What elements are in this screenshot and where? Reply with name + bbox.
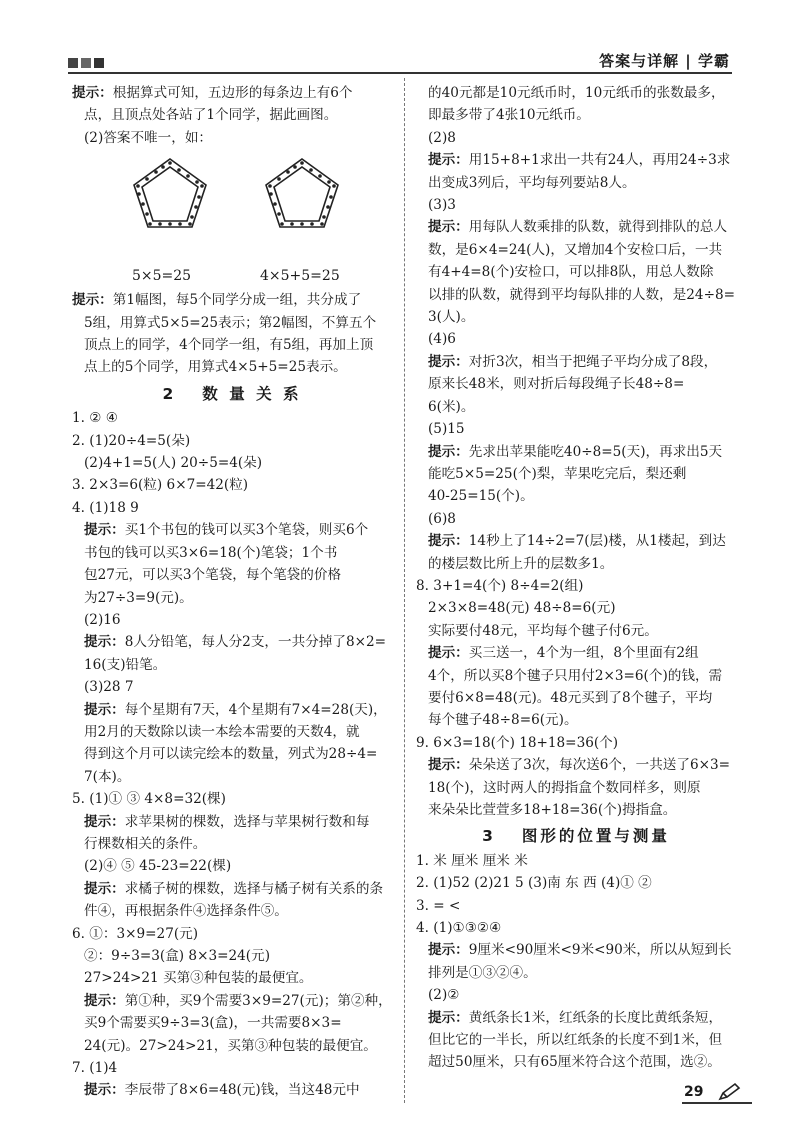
hint-label: 提示： (84, 880, 125, 897)
text-line (72, 631, 392, 653)
hint-text: 8人分铅笔，每人分2支，一共分掉了8×2= (124, 634, 387, 651)
left-post-lines (72, 289, 392, 379)
text-line (416, 351, 736, 373)
text-line: 2. (1)20÷4=5(朵) (72, 432, 191, 449)
text-line (72, 82, 392, 104)
text-line: 2×3×8=48(元) 48÷8=6(元) (428, 600, 616, 617)
text-line: 为27÷3=9(元)。 (84, 589, 193, 606)
hint-text: 买1个书包的钱可以买3个笔袋，则买6个 (124, 522, 369, 539)
text-line (416, 216, 736, 238)
header-rule (68, 72, 732, 74)
hint-label: 提示： (428, 1009, 469, 1026)
hint-label: 提示： (428, 533, 469, 550)
hint-label: 提示： (428, 443, 469, 460)
hint-text: 9厘米<90厘米<9米<90米，所以从短到长 (468, 942, 732, 959)
text-line: 来朵朵比萱萱多18+18=36(个)拇指盒。 (428, 802, 677, 818)
hint-label: 提示： (428, 353, 469, 370)
text-line: 用2月的天数除以读一本绘本需要的天数4，就 (84, 723, 360, 740)
hint-text: 用每队人数乘排的队数，就得到排队的总人 (468, 219, 728, 236)
hint-text: 第1幅图，每5个同学分成一组，共分成了 (112, 292, 362, 309)
text-line: (5)15 (428, 421, 465, 438)
hint-text: 朵朵送了3次，每次送6个，一共送了6×3= (468, 757, 731, 774)
text-line: 40-25=15(个)。 (428, 488, 534, 505)
text-line: 能吃5×5=25(个)梨，苹果吃完后，梨还剩 (428, 465, 687, 482)
left-column (72, 82, 392, 1102)
text-line: 出变成3列后，平均每列要站8人。 (428, 174, 636, 191)
text-line: 5组，用算式5×5=25表示；第2幅图，不算五个 (84, 314, 377, 331)
text-line: 8. 3+1=4(个) 8÷4=2(组) (416, 577, 584, 594)
text-line (416, 754, 736, 776)
header-squares (68, 58, 104, 68)
text-line: ②：9÷3=3(盒) 8×3=24(元) (84, 948, 271, 964)
text-line (72, 878, 392, 900)
text-line (72, 811, 392, 833)
hint-text: 对折3次，相当于把绳子平均分成了8段， (468, 353, 718, 370)
text-line (72, 519, 392, 541)
text-line: 6(米)。 (428, 398, 475, 415)
text-line (72, 990, 392, 1012)
text-line: 顶点上的同学，4个同学一组，有5组，再加上顶 (84, 337, 374, 354)
text-line (416, 1007, 736, 1029)
text-line: 有4+4=8(个)安检口，可以排8队，用总人数除 (428, 264, 714, 281)
text-line: 16(支)铅笔。 (84, 656, 167, 673)
text-line: 9. 6×3=18(个) 18+18=36(个) (416, 734, 619, 751)
section-number: 3 (482, 827, 496, 846)
hint-label: 提示： (428, 645, 469, 662)
hint-text: 先求出苹果能吃40÷8=5(天)，再求出5天 (468, 443, 723, 460)
text-line: 书包的钱可以买3×6=18(个)笔袋；1个书 (84, 544, 338, 561)
text-line: 5. (1)① ③ 4×8=32(棵) (72, 791, 226, 808)
hint-label: 提示： (428, 757, 469, 774)
right-lines-1 (416, 82, 736, 821)
text-line (416, 530, 736, 552)
pentagon-figures (72, 149, 392, 289)
text-line: 4. (1)①③②④ (416, 920, 502, 937)
text-line (416, 441, 736, 463)
section-title: 数 量 关 系 (202, 384, 302, 403)
hint-text: 第①种，买9个需要3×9=27(元)；第②种， (124, 992, 392, 1009)
hint-text: 根据算式可知，五边形的每条边上有6个 (112, 85, 353, 101)
hint-text: 求苹果树的棵数，选择与苹果树行数和每 (124, 813, 370, 830)
text-line: (6)8 (428, 510, 456, 527)
text-line: (3)28 7 (84, 679, 134, 696)
text-line: 6. ①：3×9=27(元) (72, 925, 199, 942)
pentagon-right-outline (266, 159, 338, 227)
hint-text: 李辰带了8×6=48(元)钱，当这48元中 (124, 1082, 360, 1099)
text-line: 1. 米 厘米 厘米 米 (416, 852, 528, 869)
column-divider (404, 78, 405, 1103)
text-line (72, 699, 392, 721)
text-line: 1. ② ④ (72, 410, 118, 427)
header-title: 答案与详解 | 学霸 (599, 52, 730, 70)
hint-label: 提示： (84, 634, 125, 651)
text-line: 买9个需要买9÷3=3(盒)，一共需要8×3= (84, 1015, 342, 1032)
text-line: 24(元)。27>24>21，买第③种包装的最便宜。 (84, 1037, 377, 1054)
hint-text: 每个星期有7天，4个星期有7×4=28(天)， (124, 701, 387, 718)
text-line: 3. = < (416, 897, 461, 914)
text-line: (2)4+1=5(人) 20÷5=4(朵) (84, 455, 263, 472)
pentagon-right-inner (274, 167, 330, 221)
text-line: 数，是6×4=24(人)，又增加4个安检口后，一共 (428, 241, 723, 258)
text-line: 实际要付48元，平均每个毽子付6元。 (428, 622, 658, 639)
text-line: (2)答案不唯一，如： (84, 129, 213, 146)
pentagon-left-outline (134, 159, 206, 227)
text-line: 每个毽子48÷8=6(元)。 (428, 712, 578, 729)
text-line: 点，且顶点处各站了1个同学，据此画图。 (84, 107, 338, 124)
figure-caption-2: 4×5+5=25 (260, 268, 340, 285)
hint-label: 提示： (72, 85, 113, 101)
hint-text: 黄纸条长1米，红纸条的长度比黄纸条短， (468, 1009, 723, 1026)
text-line: 包27元，可以买3个笔袋，每个笔袋的价格 (84, 567, 342, 584)
left-pre-lines (72, 82, 392, 149)
text-line (416, 149, 736, 171)
pencil-icon (716, 1082, 742, 1102)
text-line: 排列是①③②④。 (428, 964, 537, 981)
right-column (416, 82, 736, 1074)
text-line: 4个，所以买8个毽子只用付2×3=6(个)的钱，需 (428, 667, 723, 684)
text-line: (2)② (428, 987, 460, 1004)
left-main-lines (72, 407, 392, 1102)
right-lines-2 (416, 850, 736, 1074)
text-line: 2. (1)52 (2)21 5 (3)南 东 西 (4)① ② (416, 875, 652, 892)
text-line: 原来长48米，则对折后每段绳子长48÷8= (428, 376, 685, 393)
pentagon-diagrams (120, 151, 360, 263)
text-line: 要付6×8=48(元)。48元买到了8个毽子，平均 (428, 689, 713, 706)
text-line: (2)16 (84, 611, 121, 628)
text-line: 3(人)。 (428, 309, 475, 326)
section-heading-2 (72, 383, 392, 405)
text-line (416, 939, 736, 961)
text-line: 的楼层数比所上升的层数多1。 (428, 555, 614, 572)
text-line: 的40元都是10元纸币时，10元纸币的张数最多， (428, 85, 725, 101)
text-line: 以排的队数，就得到平均每队排的人数，是24÷8= (428, 286, 736, 303)
text-line: (2)④ ⑤ 45-23=22(棵) (84, 858, 232, 875)
section-heading-3 (416, 825, 736, 847)
text-line: 行棵数相关的条件。 (84, 835, 207, 852)
pentagon-left-inner (142, 167, 198, 221)
text-line: (2)8 (428, 129, 456, 146)
hint-label: 提示： (84, 522, 125, 539)
hint-label: 提示： (428, 219, 469, 236)
text-line (72, 1079, 392, 1101)
text-line: (3)3 (428, 197, 456, 214)
hint-text: 买三送一，4个为一组，8个里面有2组 (468, 645, 699, 662)
text-line: (4)6 (428, 331, 456, 348)
hint-label: 提示： (84, 992, 125, 1009)
text-line: 3. 2×3=6(粒) 6×7=42(粒) (72, 477, 249, 494)
text-line (72, 289, 392, 311)
text-line: 27>24>21 买第③种包装的最便宜。 (84, 970, 313, 987)
text-line: 即最多带了4张10元纸币。 (428, 107, 590, 124)
hint-text: 14秒上了14÷2=7(层)楼，从1楼起，到达 (468, 533, 726, 550)
hint-label: 提示： (428, 942, 469, 959)
page-number: 29 (684, 1084, 704, 1100)
text-line: 7(本)。 (84, 768, 131, 785)
text-line: 点上的5个同学，用算式4×5+5=25表示。 (84, 359, 347, 376)
text-line: 7. (1)4 (72, 1060, 118, 1077)
text-line: 4. (1)18 9 (72, 499, 139, 516)
text-line: 件④，再根据条件④选择条件⑤。 (84, 903, 288, 920)
section-number: 2 (162, 384, 177, 403)
hint-label: 提示： (84, 1082, 125, 1099)
text-line: 超过50厘米，只有65厘米符合这个范围，选②。 (428, 1054, 721, 1071)
hint-label: 提示： (428, 152, 469, 169)
hint-label: 提示： (72, 292, 113, 309)
section-title: 图形的位置与测量 (521, 827, 670, 846)
text-line: 但比它的一半长，所以红纸条的长度不到1米，但 (428, 1032, 723, 1049)
text-line: 18(个)，这时两人的拇指盒个数同样多，则原 (428, 779, 701, 796)
figure-caption-1: 5×5=25 (132, 268, 192, 285)
hint-label: 提示： (84, 701, 125, 718)
text-line (416, 642, 736, 664)
hint-text: 用15+8+1求出一共有24人，再用24÷3求 (468, 152, 731, 169)
text-line: 得到这个月可以读完绘本的数量，列式为28÷4= (84, 746, 378, 763)
hint-text: 求橘子树的棵数，选择与橘子树有关系的条 (124, 880, 384, 897)
hint-label: 提示： (84, 813, 125, 830)
